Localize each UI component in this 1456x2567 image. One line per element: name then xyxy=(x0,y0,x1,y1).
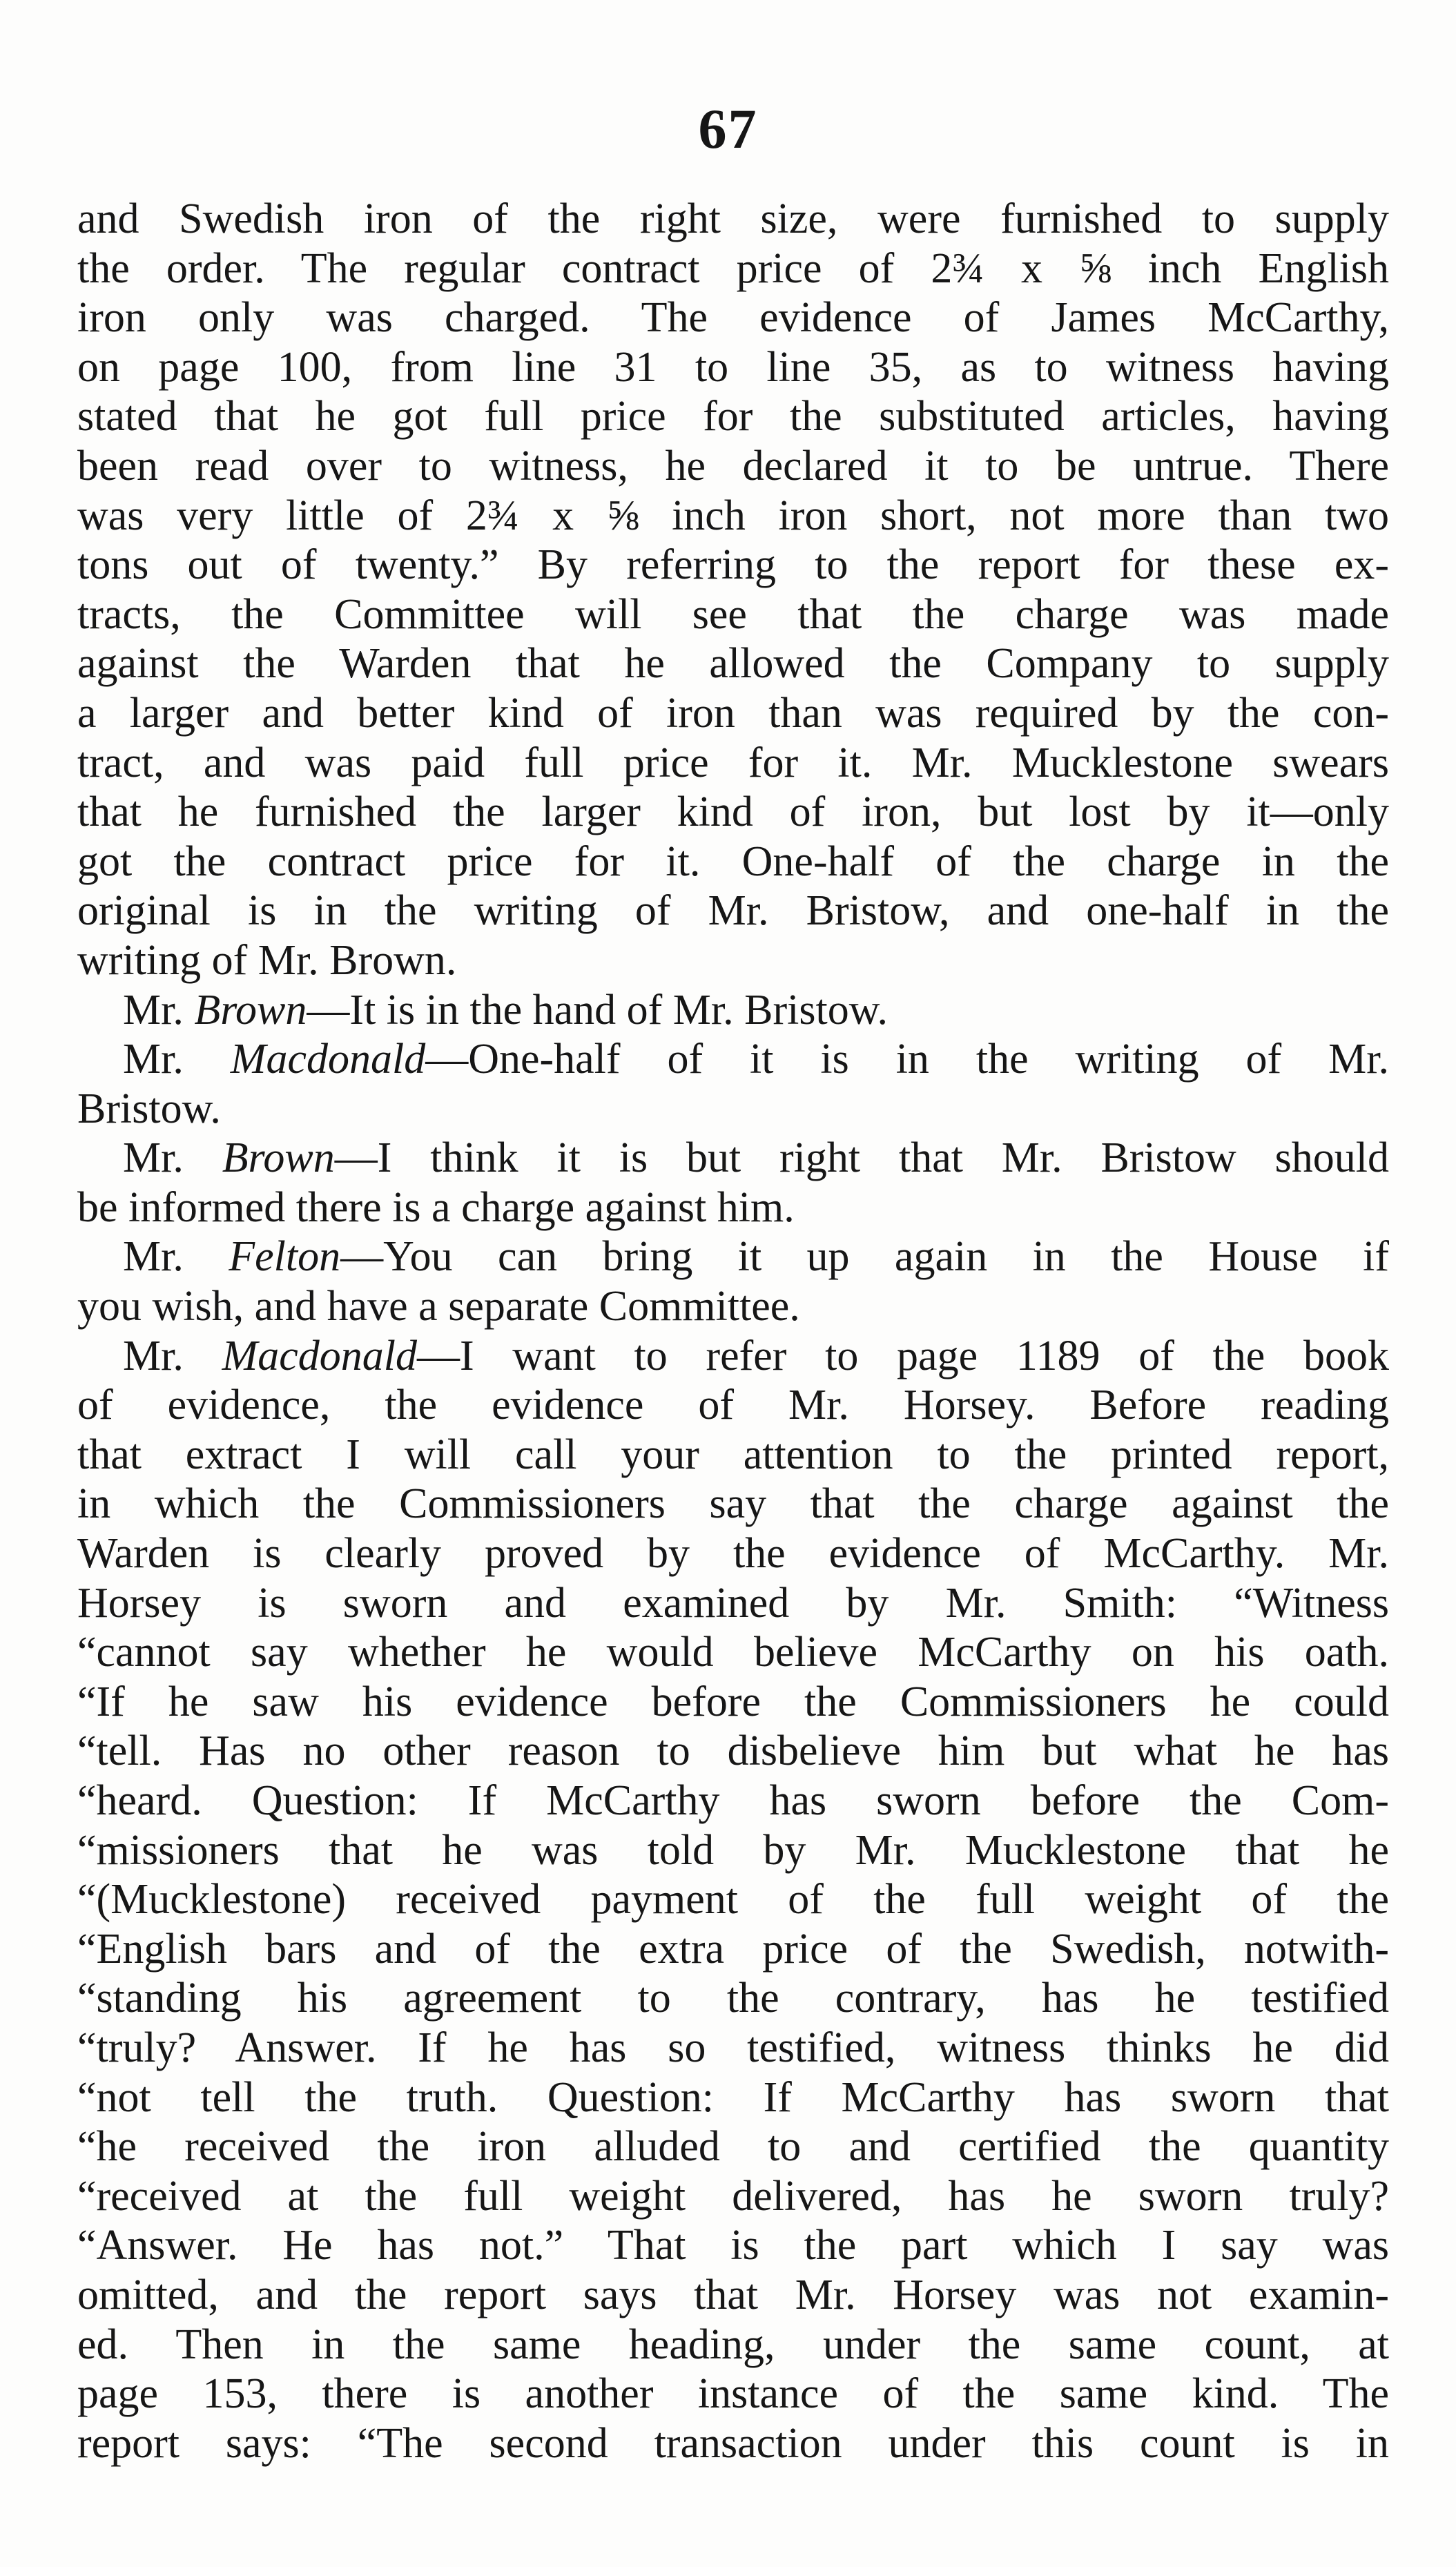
text-line xyxy=(77,1727,1389,1776)
body-text xyxy=(77,195,1389,2468)
line-text: —One-half of it is in the writing of Mr. xyxy=(425,1036,1389,1083)
line-text: “heard. Question: If McCarthy has sworn before the Com- xyxy=(77,1777,1389,1824)
speaker-title: Mr. xyxy=(123,1036,231,1083)
speaker-name: Macdonald xyxy=(222,1332,417,1379)
text-line xyxy=(77,739,1389,788)
line-text: original is in the writing of Mr. Bristow, and one-half in the xyxy=(77,887,1389,935)
line-text: —I want to refer to page 1189 of the book xyxy=(416,1332,1389,1379)
line-text: and Swedish iron of the right size, were furnished to supply xyxy=(77,195,1389,242)
text-line xyxy=(77,1480,1389,1529)
line-text: the order. The regular contract price of 2¾ x ⅝ inch English xyxy=(77,244,1389,292)
text-line xyxy=(77,1232,1389,1282)
line-text: “not tell the truth. Question: If McCarthy has sworn that xyxy=(77,2073,1389,2121)
line-text: be informed there is a charge against him. xyxy=(77,1183,795,1231)
line-text: Warden is clearly proved by the evidence of McCarthy. Mr. xyxy=(77,1530,1389,1578)
text-line xyxy=(77,1579,1389,1629)
line-text: “tell. Has no other reason to disbelieve him but what he has xyxy=(77,1727,1389,1775)
text-line xyxy=(77,1282,1389,1332)
line-text: you wish, and have a separate Committee. xyxy=(77,1283,800,1330)
text-line xyxy=(77,1974,1389,2024)
line-text: “missioners that he was told by Mr. Mucklestone that he xyxy=(77,1826,1389,1874)
line-text: that extract I will call your attention to the printed report, xyxy=(77,1431,1389,1478)
speaker-title: Mr. xyxy=(123,1332,222,1379)
text-line xyxy=(77,392,1389,442)
line-text: a larger and better kind of iron than was required by the con- xyxy=(77,689,1389,737)
text-line xyxy=(77,293,1389,343)
page-number: 67 xyxy=(698,97,758,160)
text-line xyxy=(77,2172,1389,2222)
line-text: “truly? Answer. If he has so testified, witness thinks he did xyxy=(77,2024,1389,2071)
line-text: on page 100, from line 31 to line 35, as to witness having xyxy=(77,343,1389,391)
text-line xyxy=(77,343,1389,393)
line-text: tons out of twenty.” By referring to the report for these ex- xyxy=(77,541,1389,589)
text-line xyxy=(77,2073,1389,2123)
line-text: Bristow. xyxy=(77,1085,221,1132)
line-text: “cannot say whether he would believe McCarthy on his oath. xyxy=(77,1629,1389,1676)
text-line xyxy=(77,689,1389,739)
text-line xyxy=(77,1134,1389,1183)
line-text: “If he saw his evidence before the Commissioners he could xyxy=(77,1678,1389,1725)
line-text: got the contract price for it. One-half of the charge in the xyxy=(77,837,1389,885)
text-line xyxy=(77,442,1389,492)
text-line xyxy=(77,2321,1389,2370)
text-line xyxy=(77,1332,1389,1382)
text-line xyxy=(77,1875,1389,1925)
text-line xyxy=(77,887,1389,936)
text-line xyxy=(77,1925,1389,1975)
text-line xyxy=(77,590,1389,640)
line-text: tract, and was paid full price for it. Mr. Mucklestone swears xyxy=(77,739,1389,786)
speaker-name: Brown xyxy=(222,1134,335,1182)
speaker-name: Felton xyxy=(229,1233,341,1281)
text-line xyxy=(77,837,1389,887)
text-line xyxy=(77,1431,1389,1480)
line-text: iron only was charged. The evidence of James McCarthy, xyxy=(77,294,1389,342)
line-text: —I think it is but right that Mr. Bristow should xyxy=(334,1134,1389,1182)
text-line xyxy=(77,1085,1389,1134)
speaker-name: Macdonald xyxy=(230,1036,426,1083)
line-text: in which the Commissioners say that the charge against the xyxy=(77,1480,1389,1528)
line-text: page 153, there is another instance of the same kind. The xyxy=(77,2370,1389,2418)
line-text: against the Warden that he allowed the Company to supply xyxy=(77,640,1389,688)
text-line xyxy=(77,2419,1389,2469)
text-line xyxy=(77,195,1389,244)
text-line xyxy=(77,2024,1389,2073)
text-line xyxy=(77,2271,1389,2321)
line-text: was very little of 2¾ x ⅝ inch iron short, not more than two xyxy=(77,492,1389,539)
line-text: that he furnished the larger kind of iron, but lost by it—only xyxy=(77,788,1389,836)
text-line xyxy=(77,2122,1389,2172)
speaker-title: Mr. xyxy=(123,986,195,1034)
line-text: “standing his agreement to the contrary, has he testified xyxy=(77,1975,1389,2022)
line-text: writing of Mr. Brown. xyxy=(77,936,457,984)
line-text: “he received the iron alluded to and certified the quantity xyxy=(77,2123,1389,2171)
text-line xyxy=(77,244,1389,294)
text-line xyxy=(77,2370,1389,2419)
text-line xyxy=(77,1628,1389,1678)
text-line xyxy=(77,788,1389,837)
text-line xyxy=(77,1035,1389,1085)
text-line xyxy=(77,1183,1389,1233)
text-line xyxy=(77,1776,1389,1826)
line-text: “received at the full weight delivered, has he sworn truly? xyxy=(77,2172,1389,2220)
speaker-title: Mr. xyxy=(123,1233,229,1281)
line-text: of evidence, the evidence of Mr. Horsey. Before reading xyxy=(77,1382,1389,1429)
line-text: “Answer. He has not.” That is the part which I say was xyxy=(77,2222,1389,2269)
text-line xyxy=(77,2221,1389,2271)
text-line xyxy=(77,986,1389,1036)
line-text: report says: “The second transaction under this count is in xyxy=(77,2419,1389,2467)
text-line xyxy=(77,1381,1389,1431)
line-text: stated that he got full price for the substituted articles, having xyxy=(77,393,1389,440)
line-text: Horsey is sworn and examined by Mr. Smith: “Witness xyxy=(77,1579,1389,1627)
line-text: “(Mucklestone) received payment of the full weight of the xyxy=(77,1876,1389,1924)
line-text: ed. Then in the same heading, under the same count, at xyxy=(77,2321,1389,2368)
speaker-name: Brown xyxy=(194,986,307,1034)
text-line xyxy=(77,639,1389,689)
line-text: “English bars and of the extra price of the Swedish, notwith- xyxy=(77,1925,1389,1973)
line-text: —You can bring it up again in the House if xyxy=(340,1233,1389,1281)
text-line xyxy=(77,541,1389,590)
line-text: —It is in the hand of Mr. Bristow. xyxy=(307,986,888,1034)
text-line xyxy=(77,1529,1389,1579)
text-line xyxy=(77,492,1389,541)
line-text: omitted, and the report says that Mr. Horsey was not examin- xyxy=(77,2271,1389,2318)
text-line xyxy=(77,1678,1389,1727)
text-line xyxy=(77,1826,1389,1876)
text-line xyxy=(77,936,1389,986)
line-text: tracts, the Committee will see that the charge was made xyxy=(77,590,1389,638)
line-text: been read over to witness, he declared it to be untrue. There xyxy=(77,442,1389,490)
speaker-title: Mr. xyxy=(123,1134,222,1182)
